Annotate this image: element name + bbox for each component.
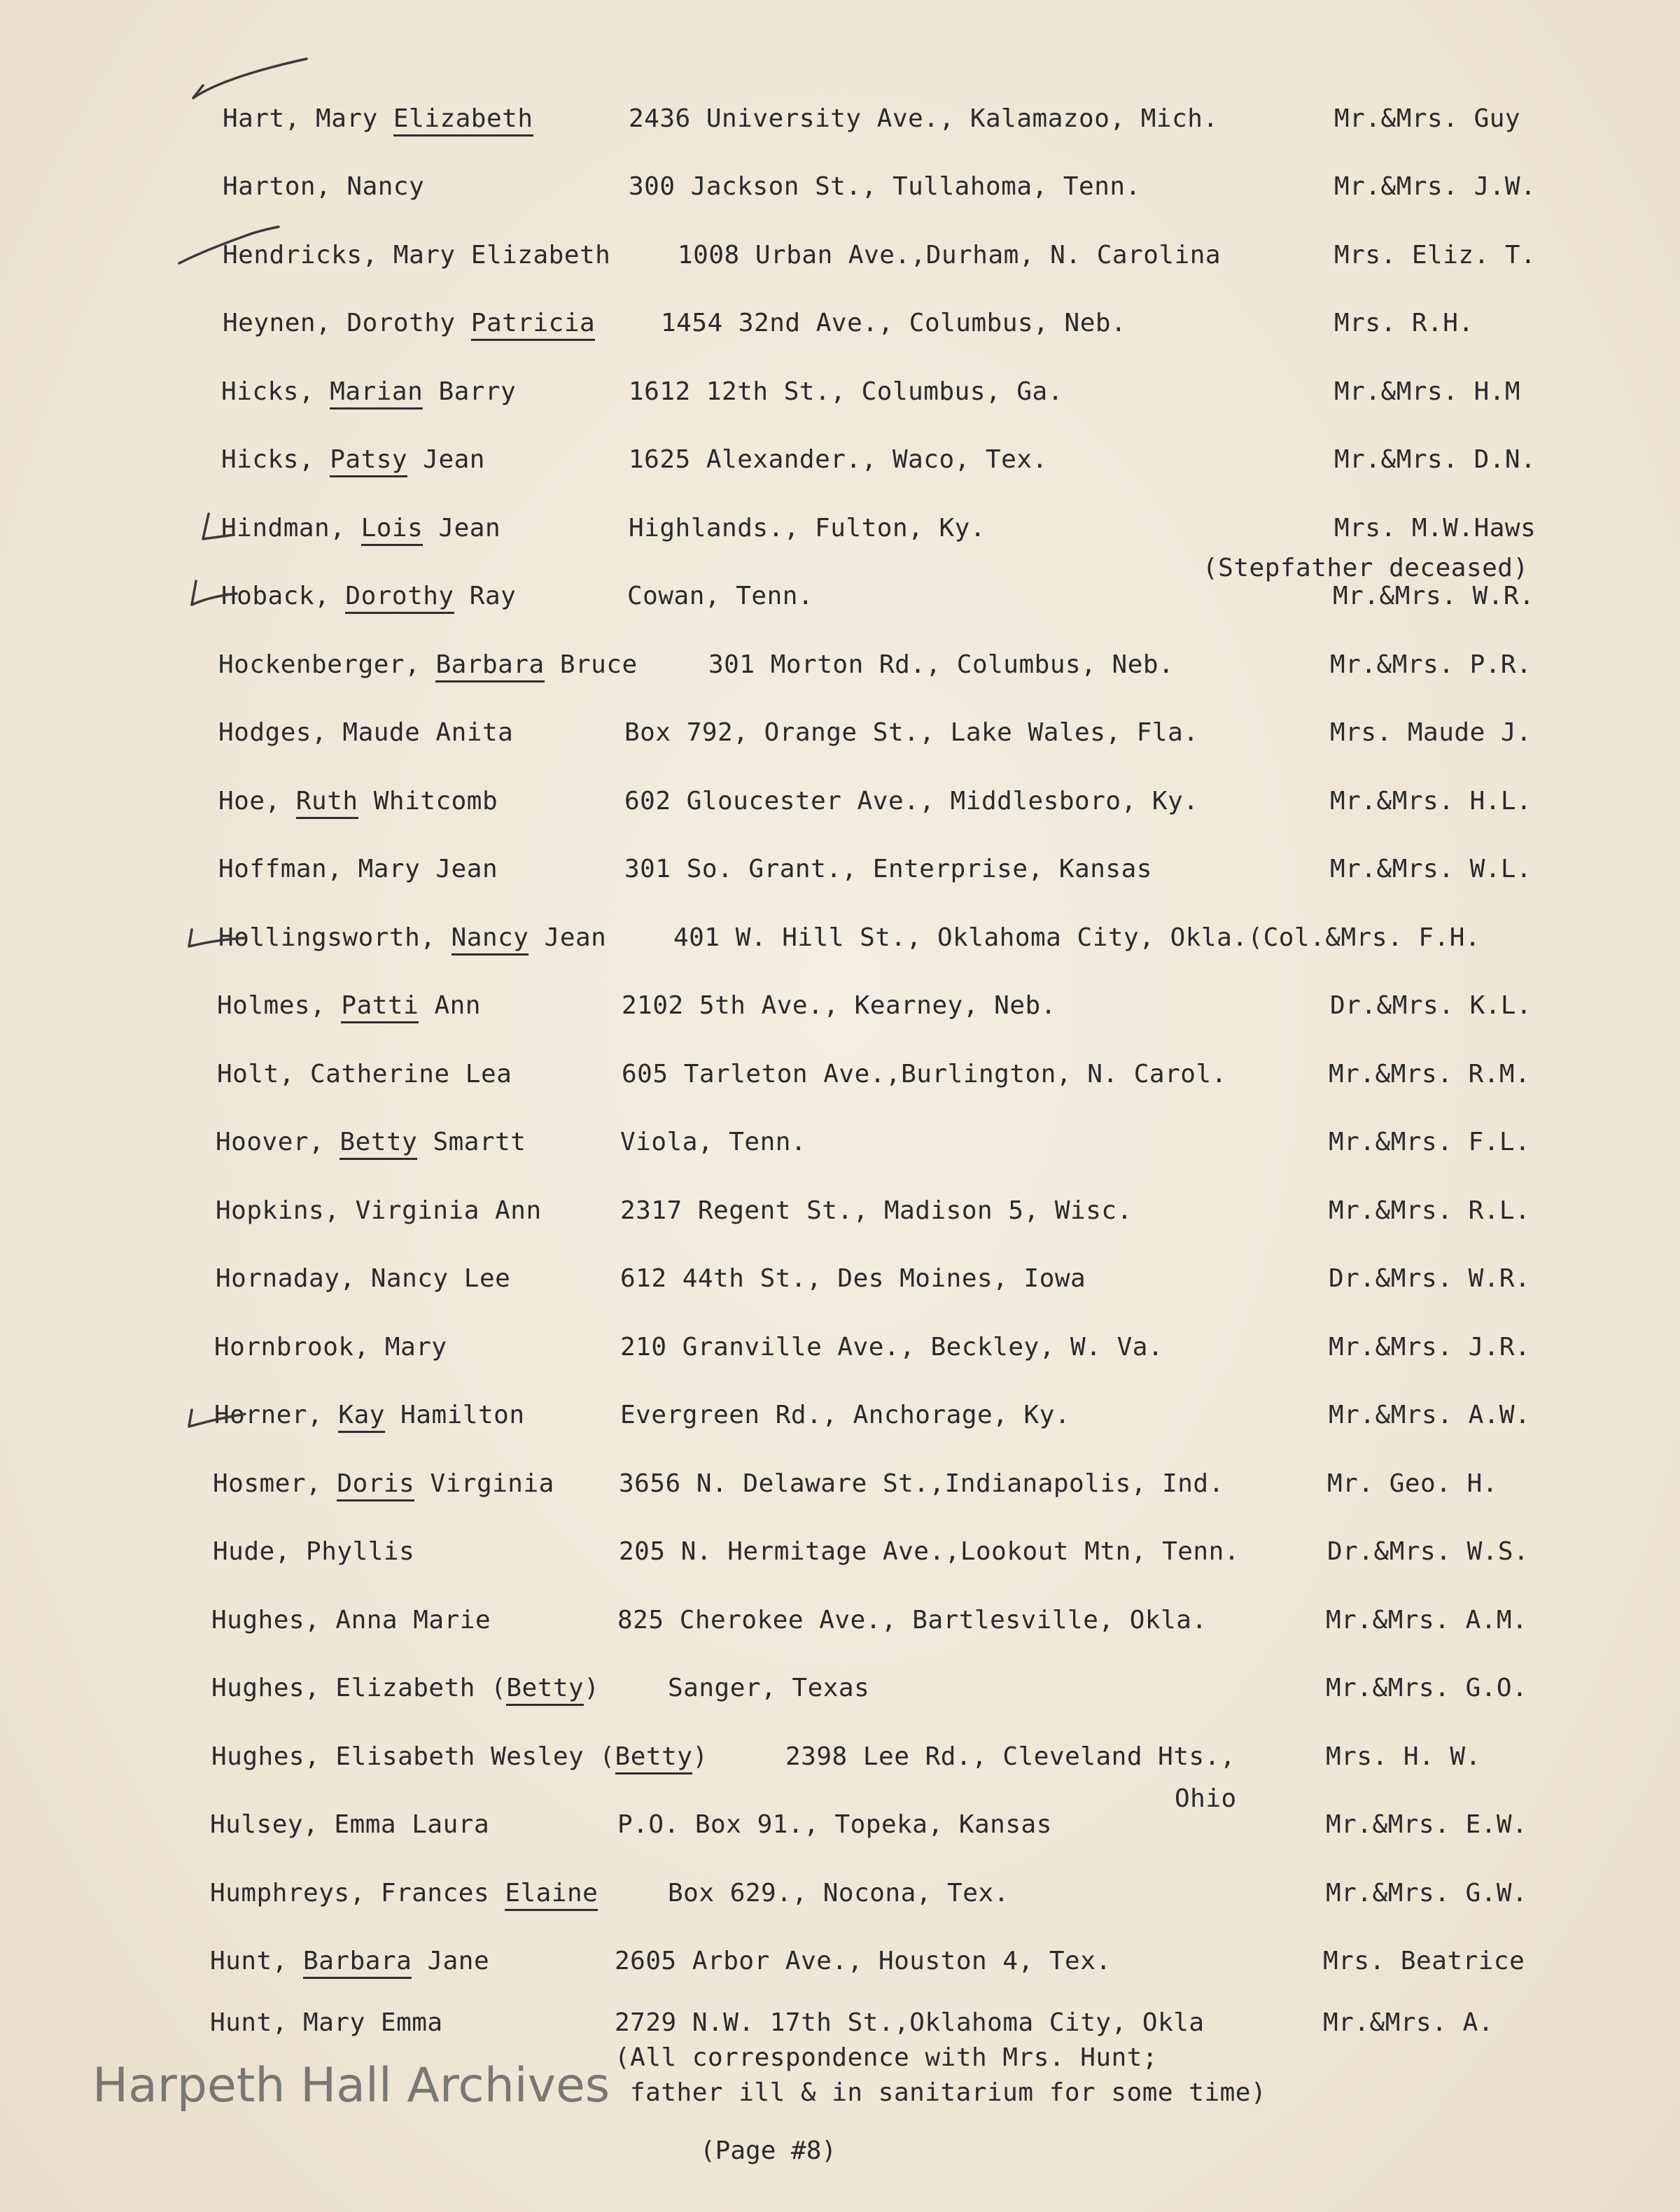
list-item [223,104,1623,146]
student-name: Hoback, Dorothy Ray [221,581,516,612]
list-item [218,923,1632,965]
list-item [210,1809,1610,1851]
parent-name: Mr.&Mrs. J.W. [1334,172,1536,201]
parent-name: Mr.&Mrs. W.L. [1330,855,1532,883]
student-address: 1454 32nd Ave., Columbus, Neb. [661,309,1127,337]
parent-name: Mr. Geo. H. [1327,1469,1498,1498]
list-item [217,1059,1617,1101]
parent-name: Mr.&Mrs. G.O. [1326,1674,1528,1702]
student-address: 2605 Arbor Ave., Houston 4, Tex. [615,1947,1112,1975]
parent-name: Mrs. Eliz. T. [1334,241,1536,270]
parent-name: Mr.&Mrs. D.N. [1334,445,1536,474]
list-item [218,718,1618,760]
parent-name: Mr.&Mrs. A.W. [1329,1401,1531,1429]
student-address: Cowan, Tenn. [627,582,814,610]
student-address: 2436 University Ave., Kalamazoo, Mich. [629,104,1219,133]
student-address: 612 44th St., Des Moines, Iowa [620,1264,1086,1293]
list-item [210,1946,1610,1988]
student-name: Hoover, Betty Smartt [216,1127,526,1158]
parent-name: Dr.&Mrs. W.R. [1329,1264,1531,1293]
list-item [213,1536,1613,1578]
check-mark-icon [189,57,273,106]
student-name: Hoffman, Mary Jean [218,855,498,883]
parent-name: Mr.&Mrs. R.M. [1329,1060,1531,1088]
student-name: Hockenberger, Barbara Bruce [218,650,638,680]
list-item [221,377,1621,419]
student-address: 401 W. Hill St., Oklahoma City, Okla.(Col.&Mrs. F.H. [673,923,1481,952]
student-address: 2729 N.W. 17th St.,Oklahoma City, Okla [615,2008,1205,2037]
student-name: Hunt, Barbara Jane [210,1946,489,1977]
student-address: 3656 N. Delaware St.,Indianapolis, Ind. [619,1469,1224,1498]
parent-name: Mrs. Maude J. [1330,718,1532,747]
student-address: 205 N. Hermitage Ave.,Lookout Mtn, Tenn. [619,1537,1240,1566]
student-name: Hoe, Ruth Whitcomb [218,786,498,817]
student-name: Holmes, Patti Ann [217,990,481,1021]
student-address: Evergreen Rd., Anchorage, Ky. [620,1401,1071,1429]
student-name: Humphreys, Frances Elaine [210,1878,598,1909]
student-name: Hornbrook, Mary [214,1333,447,1362]
student-name: Hicks, Marian Barry [221,377,516,407]
list-item [223,308,1623,350]
list-item [218,650,1618,692]
check-mark-icon [183,1394,267,1443]
list-item [223,240,1623,282]
student-name: Hendricks, Mary Elizabeth [223,241,611,270]
student-name: Hicks, Patsy Jean [221,444,485,475]
student-address: 2317 Regent St., Madison 5, Wisc. [620,1196,1133,1225]
student-address: 1008 Urban Ave.,Durham, N. Carolina [678,241,1222,270]
list-item [216,1196,1616,1238]
student-address: 1612 12th St., Columbus, Ga. [629,377,1063,406]
parent-name: Mr.&Mrs. W.R. [1333,582,1535,610]
list-item [210,1878,1610,1920]
note-hunt-line1: (All correspondence with Mrs. Hunt; [615,2043,1158,2072]
student-address: 2102 5th Ave., Kearney, Neb. [622,991,1056,1020]
student-name: Hughes, Elisabeth Wesley (Betty) [211,1742,708,1772]
student-name: Heynen, Dorothy Patricia [223,308,595,339]
student-address: Viola, Tenn. [620,1128,807,1156]
student-name: Harton, Nancy [223,172,425,201]
student-name: Hodges, Maude Anita [218,718,514,747]
student-address: 1625 Alexander., Waco, Tex. [629,445,1048,474]
student-address: 602 Gloucester Ave., Middlesboro, Ky. [624,787,1199,816]
student-address: 2398 Lee Rd., Cleveland Hts., [785,1742,1236,1771]
student-address: Highlands., Fulton, Ky. [629,514,986,542]
parent-name: Mrs. Beatrice [1323,1947,1525,1975]
list-item [211,1673,1611,1715]
parent-name: Mr.&Mrs. Guy [1334,104,1521,133]
student-address: 301 So. Grant., Enterprise, Kansas [624,855,1152,883]
student-name: Hart, Mary Elizabeth [223,104,533,134]
list-item [216,1127,1616,1169]
page-number: (Page #8) [700,2136,837,2165]
check-mark-icon [193,503,277,552]
student-name: Hornaday, Nancy Lee [216,1264,511,1293]
student-name: Hulsey, Emma Laura [210,1810,490,1839]
student-address: Sanger, Texas [668,1674,870,1702]
parent-name: Mr.&Mrs. J.R. [1329,1333,1531,1362]
parent-name: Dr.&Mrs. K.L. [1330,991,1532,1020]
parent-name: Mrs. M.W.Haws [1334,514,1536,542]
parent-name: Mr.&Mrs. F.L. [1329,1128,1531,1156]
student-address: Box 629., Nocona, Tex. [668,1879,1009,1907]
student-name: Hopkins, Virginia Ann [216,1196,542,1225]
student-address: 210 Granville Ave., Beckley, W. Va. [620,1333,1164,1362]
parent-name: Mr.&Mrs. A. [1323,2008,1494,2037]
student-name: Hude, Phyllis [213,1537,415,1566]
student-name: Holt, Catherine Lea [217,1060,512,1088]
parent-name: Mr.&Mrs. E.W. [1326,1810,1528,1839]
list-item [214,1332,1614,1374]
note-hunt-line2: father ill & in sanitarium for some time) [630,2078,1267,2107]
parent-name: Mrs. R.H. [1334,309,1474,337]
parent-name: Mr.&Mrs. H.L. [1330,787,1532,816]
student-name: Hughes, Elizabeth (Betty) [211,1673,599,1704]
parent-name: Mr.&Mrs. H.M [1334,377,1521,406]
student-name: Hindman, Lois Jean [221,513,500,544]
student-address: Box 792, Orange St., Lake Wales, Fla. [624,718,1199,747]
list-item [221,513,1621,555]
note-ohio: Ohio [1175,1784,1237,1813]
check-mark-icon [183,914,267,963]
student-name: Hosmer, Doris Virginia [213,1469,554,1499]
parent-name: Mr.&Mrs. P.R. [1330,650,1532,679]
list-item [218,854,1618,896]
parent-name: Dr.&Mrs. W.S. [1327,1537,1530,1566]
list-item [217,990,1617,1032]
archive-watermark: Harpeth Hall Archives [92,2058,610,2113]
student-address: 301 Morton Rd., Columbus, Neb. [708,650,1175,679]
check-mark-icon [186,573,270,622]
list-item [223,172,1623,214]
list-item [221,444,1621,486]
parent-name: Mr.&Mrs. A.M. [1326,1606,1528,1634]
parent-name: Mr.&Mrs. R.L. [1329,1196,1531,1225]
note-stepfather: (Stepfather deceased) [1203,554,1529,582]
parent-name: Mr.&Mrs. G.W. [1326,1879,1528,1907]
list-item [221,581,1621,623]
student-address: P.O. Box 91., Topeka, Kansas [617,1810,1052,1839]
student-address: 300 Jackson St., Tullahoma, Tenn. [629,172,1141,201]
check-mark-icon [176,223,260,272]
list-item [213,1469,1613,1511]
list-item [211,1742,1611,1784]
list-item [216,1264,1616,1306]
list-item [211,1605,1611,1647]
student-address: 825 Cherokee Ave., Bartlesville, Okla. [617,1606,1208,1634]
student-name: Hunt, Mary Emma [210,2008,443,2037]
student-name: Hughes, Anna Marie [211,1606,491,1634]
parent-name: Mrs. H. W. [1326,1742,1481,1771]
list-item [218,786,1618,828]
student-name: Horner, Kay Hamilton [214,1400,525,1431]
list-item [214,1400,1614,1442]
student-name: Hollingsworth, Nancy Jean [218,923,606,953]
student-address: 605 Tarleton Ave.,Burlington, N. Carol. [622,1060,1227,1088]
